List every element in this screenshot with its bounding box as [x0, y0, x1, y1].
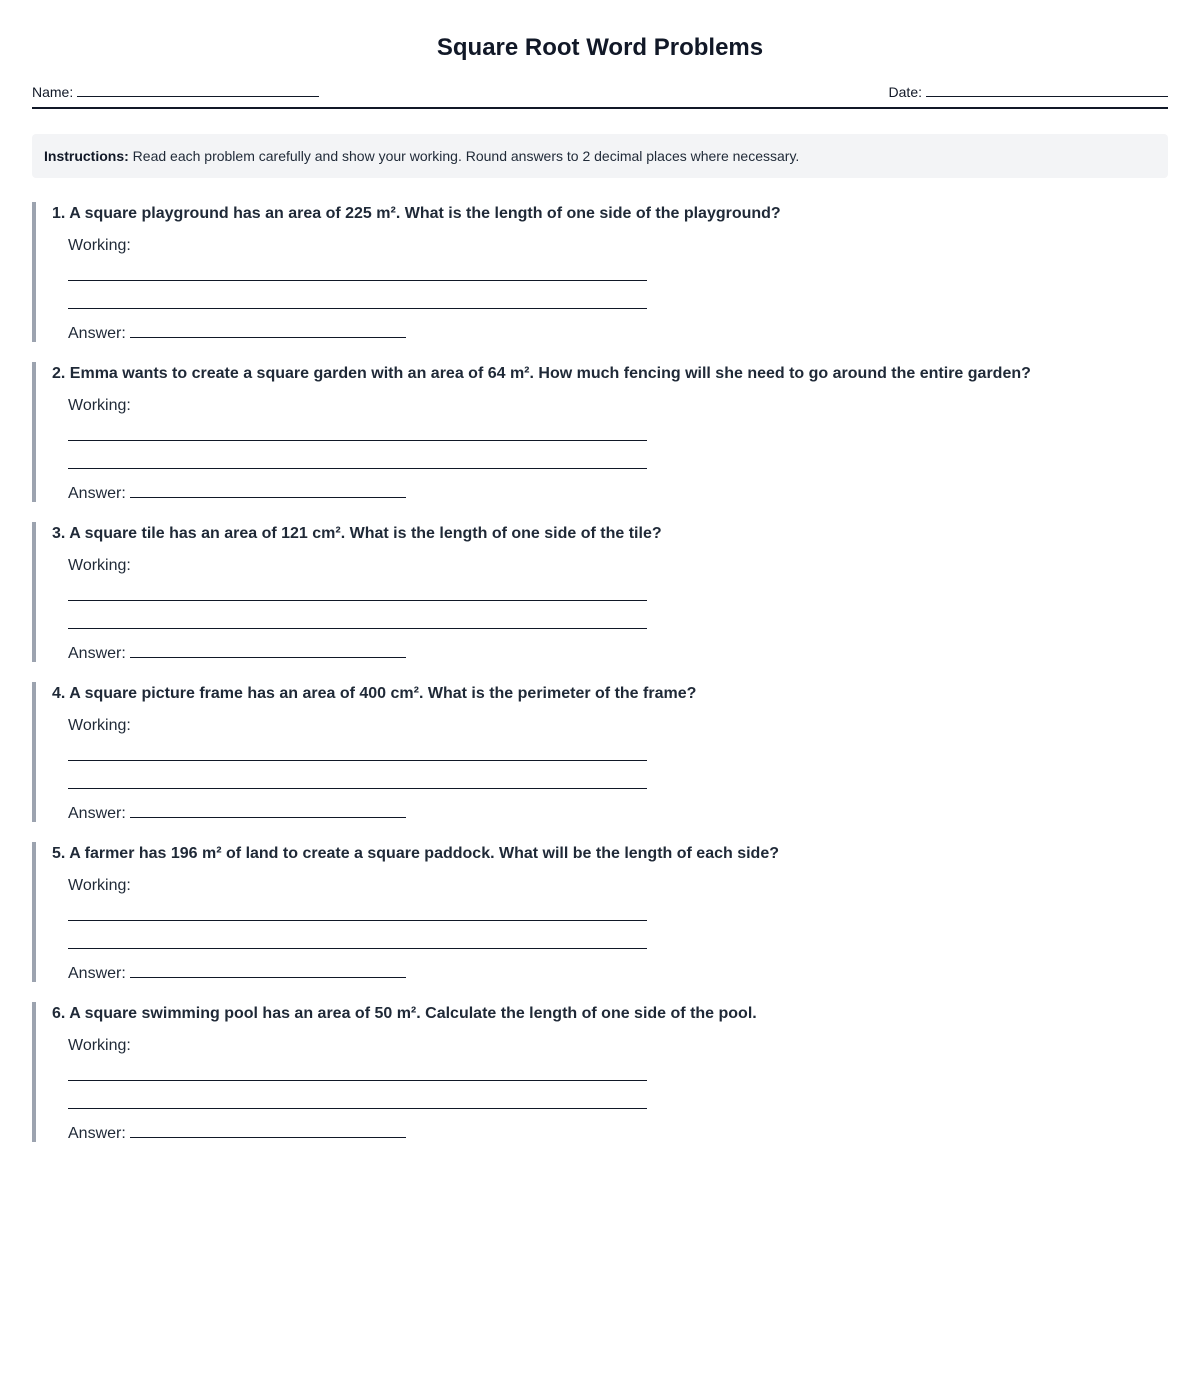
problem-number: 5. [52, 845, 66, 862]
answer-blank[interactable] [130, 1120, 406, 1138]
problem-question [52, 1004, 757, 1024]
problem-question [52, 844, 779, 864]
working-line[interactable] [68, 920, 647, 921]
problem-number: 4. [52, 685, 66, 702]
problem-number: 2. [52, 365, 66, 382]
problem-item [32, 1002, 1168, 1142]
answer-row [68, 640, 406, 664]
problem-question [52, 684, 696, 704]
working-label: Working: [68, 557, 131, 574]
answer-label: Answer: [68, 645, 126, 662]
answer-label: Answer: [68, 485, 126, 502]
answer-row [68, 320, 406, 344]
problem-item [32, 202, 1168, 342]
name-label: Name: [32, 84, 74, 100]
instructions-box [32, 134, 1168, 178]
answer-label: Answer: [68, 805, 126, 822]
working-line[interactable] [68, 628, 647, 629]
answer-label: Answer: [68, 325, 126, 342]
page-title: Square Root Word Problems [436, 34, 764, 61]
problem-question [52, 524, 662, 544]
working-line[interactable] [68, 280, 647, 281]
working-line[interactable] [68, 788, 647, 789]
answer-blank[interactable] [130, 960, 406, 978]
working-line[interactable] [68, 948, 647, 949]
working-label: Working: [68, 1037, 131, 1054]
problem-text: Emma wants to create a square garden with an area of 64 m². How much fencing will she need to go around the entire garden? [69, 365, 1031, 382]
problem-item [32, 842, 1168, 982]
answer-row [68, 800, 406, 824]
name-blank[interactable] [77, 81, 319, 97]
problem-question [52, 204, 781, 224]
date-label: Date: [888, 84, 922, 100]
working-line[interactable] [68, 760, 647, 761]
date-field [889, 81, 1168, 101]
name-field [32, 81, 319, 101]
answer-blank[interactable] [130, 480, 406, 498]
answer-row [68, 480, 406, 504]
working-line[interactable] [68, 1080, 647, 1081]
problem-item [32, 362, 1168, 502]
problem-text: A square tile has an area of 121 cm². What is the length of one side of the tile? [69, 525, 662, 542]
problem-text: A square playground has an area of 225 m². What is the length of one side of the playground? [69, 205, 781, 222]
student-info-row [32, 80, 1168, 109]
problem-item [32, 522, 1168, 662]
working-label: Working: [68, 397, 131, 414]
working-line[interactable] [68, 1108, 647, 1109]
problem-text: A square swimming pool has an area of 50 m². Calculate the length of one side of the pool. [69, 1005, 757, 1022]
answer-label: Answer: [68, 965, 126, 982]
answer-blank[interactable] [130, 640, 406, 658]
answer-label: Answer: [68, 1125, 126, 1142]
instructions-label: Instructions: [44, 148, 129, 164]
working-label: Working: [68, 237, 131, 254]
date-blank[interactable] [926, 81, 1168, 97]
problem-text: A farmer has 196 m² of land to create a square paddock. What will be the length of each side? [69, 845, 779, 862]
problem-text: A square picture frame has an area of 400 cm². What is the perimeter of the frame? [69, 685, 697, 702]
instructions-text: Read each problem carefully and show your working. Round answers to 2 decimal places where necessary. [128, 148, 800, 164]
working-line[interactable] [68, 308, 647, 309]
answer-blank[interactable] [130, 800, 406, 818]
problem-number: 1. [52, 205, 66, 222]
problem-item [32, 682, 1168, 822]
working-label: Working: [68, 717, 131, 734]
problem-question [52, 364, 1031, 384]
working-label: Working: [68, 877, 131, 894]
working-line[interactable] [68, 440, 647, 441]
working-line[interactable] [68, 468, 647, 469]
answer-blank[interactable] [130, 320, 406, 338]
problem-number: 3. [52, 525, 66, 542]
answer-row [68, 1120, 406, 1144]
answer-row [68, 960, 406, 984]
problem-number: 6. [52, 1005, 66, 1022]
working-line[interactable] [68, 600, 647, 601]
